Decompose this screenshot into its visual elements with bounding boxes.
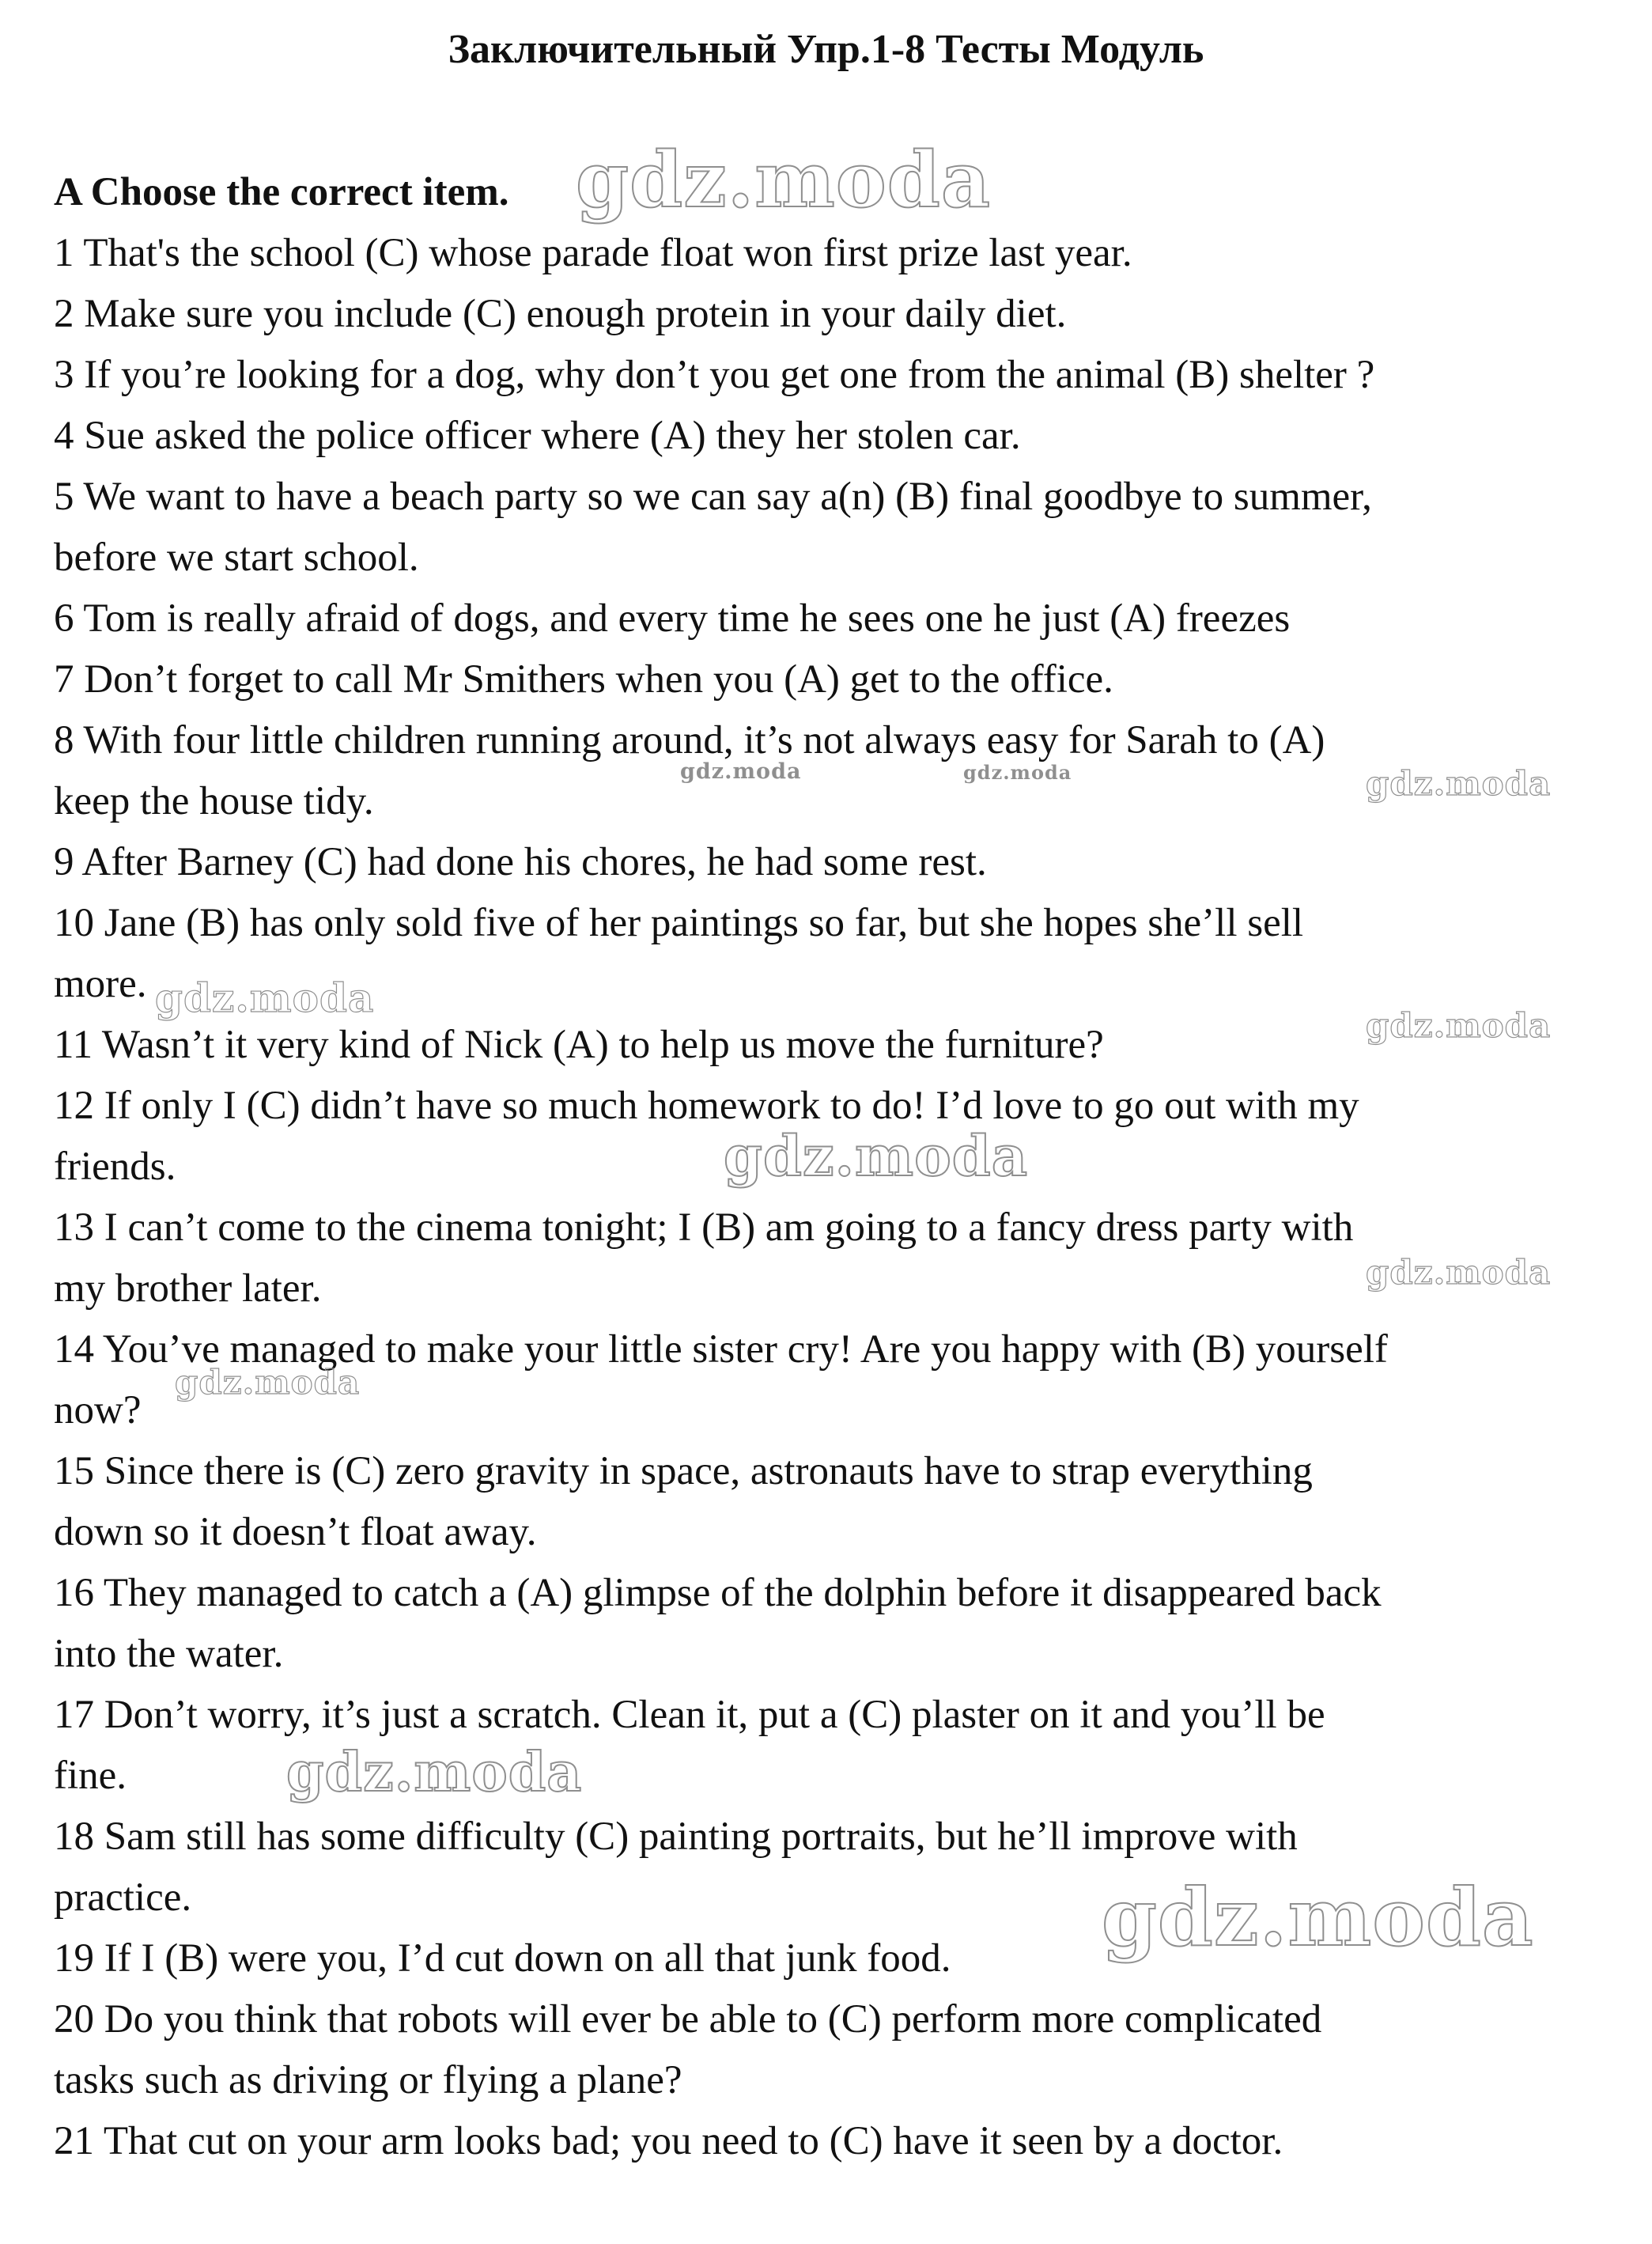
answer-line: 14 You’ve managed to make your little sister cry! Are you happy with (B) yourself xyxy=(54,1327,1388,1372)
watermark: gdz.moda xyxy=(1102,1871,1534,1964)
answer-line: 2 Make sure you include (C) enough protein in your daily diet. xyxy=(54,292,1067,336)
answer-line: 4 Sue asked the police officer where (A) they her stolen car. xyxy=(54,414,1021,458)
answer-line: 13 I can’t come to the cinema tonight; I (B) am going to a fancy dress party with xyxy=(54,1205,1354,1250)
answer-line: 6 Tom is really afraid of dogs, and every time he sees one he just (A) freezes xyxy=(54,596,1291,641)
watermark: gdz.moda xyxy=(680,759,802,784)
answer-line: 20 Do you think that robots will ever be able to (C) perform more complicated xyxy=(54,1997,1322,2042)
answer-line: 9 After Barney (C) had done his chores, he had some rest. xyxy=(54,840,987,884)
answer-line: 19 If I (B) were you, I’d cut down on all that junk food. xyxy=(54,1936,951,1981)
answer-line: into the water. xyxy=(54,1632,284,1676)
answer-line: 1 That's the school (C) whose parade float won first prize last year. xyxy=(54,231,1132,275)
watermark: gdz.moda xyxy=(155,974,375,1021)
answer-line: 11 Wasn’t it very kind of Nick (A) to help us move the furniture? xyxy=(54,1023,1104,1067)
document-title: Заключительный Упр.1-8 Тесты Модуль xyxy=(448,27,1204,72)
watermark: gdz.moda xyxy=(175,1363,361,1402)
answer-line: keep the house tidy. xyxy=(54,779,374,823)
answer-line: 15 Since there is (C) zero gravity in space, astronauts have to strap everything xyxy=(54,1449,1313,1493)
watermark: gdz.moda xyxy=(576,135,992,225)
watermark: gdz.moda xyxy=(1366,764,1552,803)
answer-line: 12 If only I (C) didn’t have so much homework to do! I’d love to go out with my xyxy=(54,1084,1359,1128)
section-heading: A Choose the correct item. xyxy=(54,170,509,214)
answer-line: 8 With four little children running around, it’s not always easy for Sarah to (A) xyxy=(54,718,1325,763)
answer-line: 16 They managed to catch a (A) glimpse of the dolphin before it disappeared back xyxy=(54,1571,1382,1615)
answer-line: tasks such as driving or flying a plane? xyxy=(54,2058,682,2102)
answer-line: 3 If you’re looking for a dog, why don’t you get one from the animal (B) shelter ? xyxy=(54,353,1375,397)
answer-line: practice. xyxy=(54,1875,192,1920)
answer-line: fine. xyxy=(54,1754,127,1798)
answer-line: before we start school. xyxy=(54,535,419,580)
answer-line: now? xyxy=(54,1388,142,1432)
answer-line: 7 Don’t forget to call Mr Smithers when you (A) get to the office. xyxy=(54,657,1113,702)
answer-line: 17 Don’t worry, it’s just a scratch. Clean it, put a (C) plaster on it and you’ll be xyxy=(54,1693,1325,1737)
answer-line: 10 Jane (B) has only sold five of her paintings so far, but she hopes she’ll sell xyxy=(54,901,1304,945)
watermark: gdz.moda xyxy=(724,1123,1029,1189)
watermark: gdz.moda xyxy=(963,761,1072,784)
watermark: gdz.moda xyxy=(1366,1253,1552,1292)
answer-line: down so it doesn’t float away. xyxy=(54,1510,537,1554)
answer-line: my brother later. xyxy=(54,1266,322,1311)
answer-line: 21 That cut on your arm looks bad; you need to (C) have it seen by a doctor. xyxy=(54,2119,1283,2163)
watermark: gdz.moda xyxy=(286,1741,583,1804)
answer-line: 5 We want to have a beach party so we can say a(n) (B) final goodbye to summer, xyxy=(54,475,1372,519)
answer-line: friends. xyxy=(54,1145,176,1189)
answer-line: more. xyxy=(54,962,147,1006)
answer-line: 18 Sam still has some difficulty (C) painting portraits, but he’ll improve with xyxy=(54,1814,1298,1859)
watermark: gdz.moda xyxy=(1366,1006,1552,1045)
